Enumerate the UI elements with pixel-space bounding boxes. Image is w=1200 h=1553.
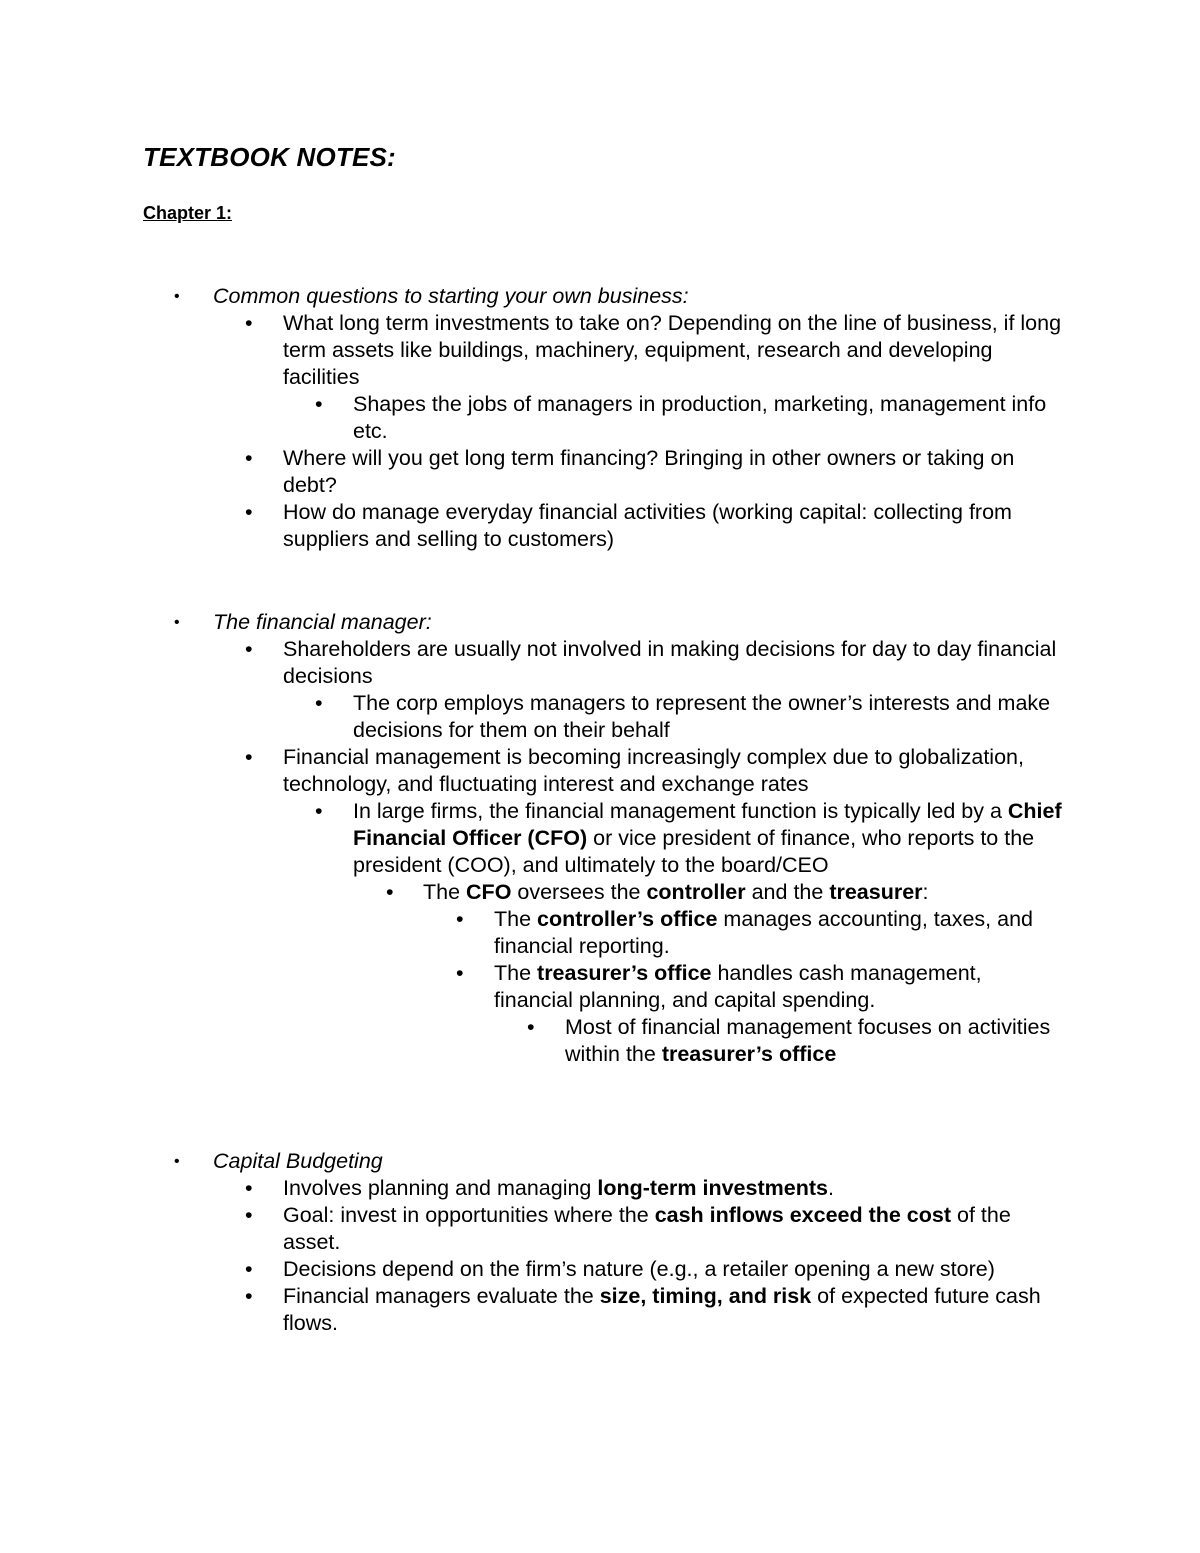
section-heading xyxy=(0,283,1200,310)
bullet-icon: • xyxy=(315,799,323,823)
bold-term: treasurer’s office xyxy=(661,1042,837,1066)
bullet-icon: • xyxy=(315,392,323,416)
bullet-icon: • xyxy=(174,1153,180,1170)
list-item xyxy=(0,391,1200,445)
text-run: In large firms, the financial management function is typically led by a xyxy=(353,799,1008,823)
text-run: Involves planning and managing xyxy=(283,1176,598,1200)
text-run: Most of financial management focuses on activities within the xyxy=(565,1015,1051,1066)
bold-term: cash inflows exceed the cost xyxy=(654,1203,952,1227)
bullet-icon: • xyxy=(315,691,323,715)
bold-term: controller’s office xyxy=(537,907,718,931)
item-text xyxy=(565,1014,1065,1068)
bullet-icon: • xyxy=(245,1257,253,1281)
text-run: The xyxy=(423,880,467,904)
text-run: manages accounting, taxes, and financial reporting. xyxy=(494,907,1033,958)
text-run: of expected future cash flows. xyxy=(283,1284,1041,1335)
section-heading xyxy=(0,1148,1200,1175)
text-run: The xyxy=(494,907,538,931)
list-item xyxy=(0,1175,1200,1202)
bullet-icon: • xyxy=(245,745,253,769)
item-text: The financial manager: xyxy=(213,610,432,634)
bold-term: controller xyxy=(646,880,746,904)
item-text xyxy=(353,798,1063,879)
bold-term: long-term investments xyxy=(597,1176,828,1200)
text-run: and the xyxy=(745,880,830,904)
document-title: TEXTBOOK NOTES: xyxy=(143,142,396,172)
list-item xyxy=(0,1202,1200,1256)
text-run: handles cash management, financial planning, and capital spending. xyxy=(494,961,982,1012)
text-run: Goal: invest in opportunities where the xyxy=(283,1203,655,1227)
section-capital-budgeting xyxy=(0,1148,1200,1337)
bullet-icon: • xyxy=(174,614,180,631)
bullet-icon: • xyxy=(245,311,253,335)
text-run: or vice president of finance, who reports to the president (COO), and ultimately to the board/CEO xyxy=(353,826,1035,877)
list-item xyxy=(0,744,1200,798)
bullet-icon: • xyxy=(245,1203,253,1227)
bullet-icon: • xyxy=(456,961,464,985)
list-item xyxy=(0,798,1200,879)
list-item xyxy=(0,960,1200,1014)
bullet-icon: • xyxy=(527,1015,535,1039)
bullet-icon: • xyxy=(245,1176,253,1200)
list-item xyxy=(0,636,1200,690)
list-item xyxy=(0,690,1200,744)
text-run: : xyxy=(922,880,929,904)
section-common-questions xyxy=(0,283,1200,553)
item-text: Shapes the jobs of managers in production, marketing, management info etc. xyxy=(353,392,1047,443)
list-item xyxy=(0,310,1200,391)
item-text xyxy=(283,1202,1063,1256)
item-text xyxy=(494,960,1064,1014)
item-text: Common questions to starting your own business: xyxy=(213,284,689,308)
bullet-icon: • xyxy=(174,288,180,305)
bullet-icon: • xyxy=(245,446,253,470)
text-run: . xyxy=(827,1176,834,1200)
list-item xyxy=(0,906,1200,960)
bullet-icon: • xyxy=(245,500,253,524)
item-text: Where will you get long term financing? Bringing in other owners or taking on debt? xyxy=(283,446,1015,497)
bullet-icon: • xyxy=(456,907,464,931)
text-run: oversees the xyxy=(511,880,647,904)
section-heading xyxy=(0,609,1200,636)
list-item xyxy=(0,1283,1200,1337)
text-run: of the asset. xyxy=(283,1203,1011,1254)
list-item xyxy=(0,879,1200,906)
list-item xyxy=(0,1256,1200,1283)
bullet-icon: • xyxy=(245,1284,253,1308)
item-text xyxy=(283,1175,1063,1202)
item-text: Decisions depend on the firm’s nature (e.g., a retailer opening a new store) xyxy=(283,1257,995,1281)
item-text: How do manage everyday financial activities (working capital: collecting from suppliers and selling to customers) xyxy=(283,500,1012,551)
list-item xyxy=(0,499,1200,553)
text-run: Financial managers evaluate the xyxy=(283,1284,600,1308)
bold-term: CFO xyxy=(466,880,512,904)
section-financial-manager xyxy=(0,609,1200,1068)
bold-term: Chief Financial Officer (CFO) xyxy=(353,799,1062,850)
list-item xyxy=(0,445,1200,499)
item-text: Capital Budgeting xyxy=(213,1149,383,1173)
text-run: The xyxy=(494,961,538,985)
bullet-icon: • xyxy=(245,637,253,661)
bold-term: treasurer xyxy=(829,880,923,904)
item-text: Shareholders are usually not involved in making decisions for day to day financial decisions xyxy=(283,637,1057,688)
item-text: What long term investments to take on? Depending on the line of business, if long term assets like buildings, machinery, equipment, research and developing facilities xyxy=(283,311,1062,389)
item-text xyxy=(283,1283,1063,1337)
bold-term: treasurer’s office xyxy=(537,961,712,985)
item-text xyxy=(423,879,1063,906)
item-text: The corp employs managers to represent the owner’s interests and make decisions for them on their behalf xyxy=(353,691,1051,742)
chapter-heading: Chapter 1: xyxy=(143,203,233,223)
item-text: Financial management is becoming increasingly complex due to globalization, technology, and fluctuating interest and exchange rates xyxy=(283,745,1024,796)
bold-term: size, timing, and risk xyxy=(599,1284,812,1308)
bullet-icon: • xyxy=(386,880,394,904)
item-text xyxy=(494,906,1064,960)
list-item xyxy=(0,1014,1200,1068)
